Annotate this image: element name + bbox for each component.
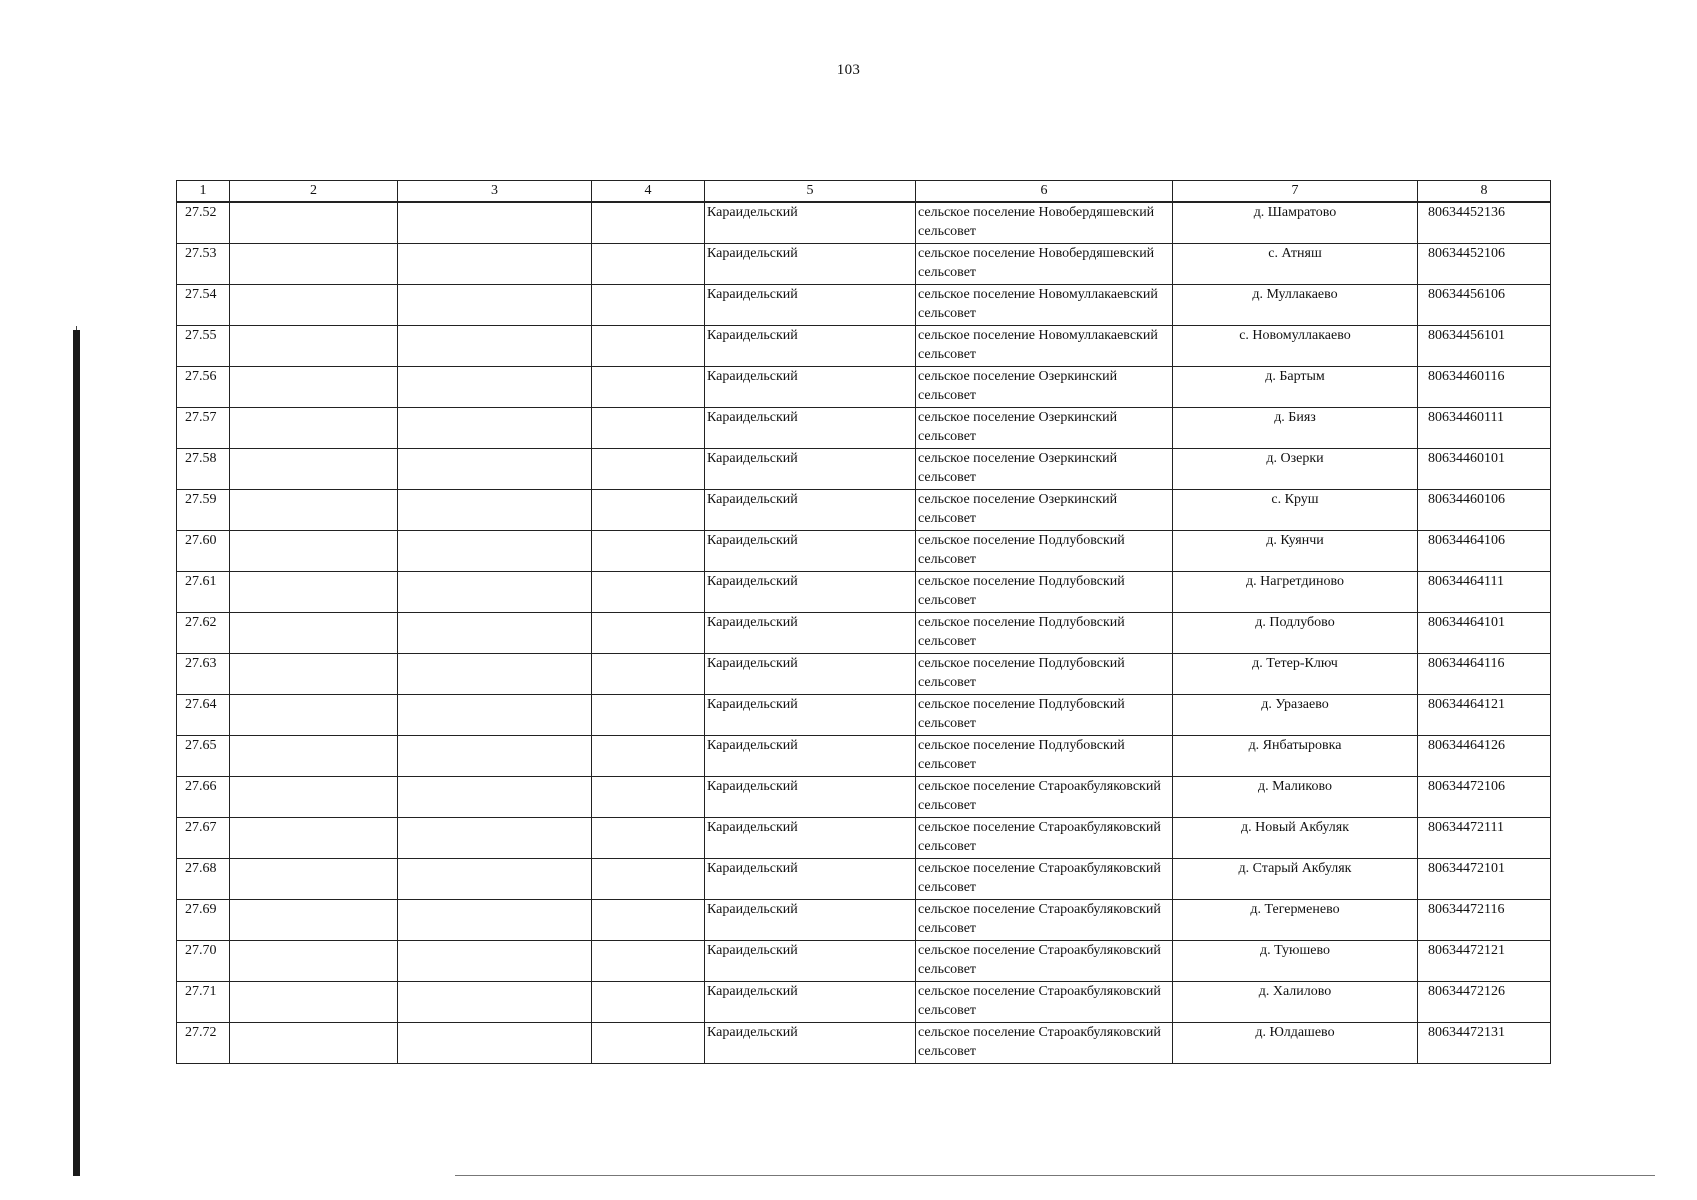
oktmo-code-cell: 80634472111 (1418, 818, 1551, 859)
table-row (177, 367, 1551, 408)
column-3-cell (398, 982, 592, 1023)
column-4-cell (592, 244, 705, 285)
district-cell: Караидельский (705, 654, 916, 695)
column-2-cell (230, 244, 398, 285)
oktmo-code-cell: 80634456101 (1418, 326, 1551, 367)
district-cell: Караидельский (705, 408, 916, 449)
table-row (177, 695, 1551, 736)
oktmo-code-cell: 80634452106 (1418, 244, 1551, 285)
district-cell: Караидельский (705, 818, 916, 859)
table-row (177, 449, 1551, 490)
district-cell: Караидельский (705, 900, 916, 941)
column-4-cell (592, 449, 705, 490)
column-2-cell (230, 695, 398, 736)
oktmo-code-cell: 80634456106 (1418, 285, 1551, 326)
column-header-3: 3 (398, 181, 592, 203)
row-number-cell: 27.63 (177, 654, 230, 695)
settlement-cell: сельское поселение Староакбуляковский сельсовет (916, 1023, 1173, 1064)
column-3-cell (398, 859, 592, 900)
column-2-cell (230, 736, 398, 777)
locality-cell: д. Уразаево (1173, 695, 1418, 736)
registry-table-body (177, 202, 1551, 1064)
locality-cell: д. Халилово (1173, 982, 1418, 1023)
oktmo-code-cell: 80634464106 (1418, 531, 1551, 572)
settlement-cell: сельское поселение Староакбуляковский сельсовет (916, 941, 1173, 982)
row-number-cell: 27.69 (177, 900, 230, 941)
scan-bottom-rule (455, 1175, 1655, 1176)
oktmo-code-cell: 80634464126 (1418, 736, 1551, 777)
settlement-cell: сельское поселение Подлубовский сельсовет (916, 695, 1173, 736)
settlement-cell: сельское поселение Подлубовский сельсовет (916, 572, 1173, 613)
column-4-cell (592, 490, 705, 531)
table-row (177, 859, 1551, 900)
column-header-4: 4 (592, 181, 705, 203)
district-cell: Караидельский (705, 367, 916, 408)
column-header-8: 8 (1418, 181, 1551, 203)
district-cell: Караидельский (705, 572, 916, 613)
row-number-cell: 27.71 (177, 982, 230, 1023)
locality-cell: д. Старый Акбуляк (1173, 859, 1418, 900)
column-4-cell (592, 859, 705, 900)
district-cell: Караидельский (705, 326, 916, 367)
settlement-cell: сельское поселение Новомуллакаевский сельсовет (916, 326, 1173, 367)
table-row (177, 490, 1551, 531)
locality-cell: д. Юлдашево (1173, 1023, 1418, 1064)
column-3-cell (398, 695, 592, 736)
column-4-cell (592, 982, 705, 1023)
table-row (177, 202, 1551, 244)
locality-cell: д. Туюшево (1173, 941, 1418, 982)
table-row (177, 982, 1551, 1023)
settlement-cell: сельское поселение Новобердяшевский сельсовет (916, 244, 1173, 285)
column-3-cell (398, 326, 592, 367)
column-4-cell (592, 777, 705, 818)
district-cell: Караидельский (705, 982, 916, 1023)
row-number-cell: 27.67 (177, 818, 230, 859)
column-4-cell (592, 818, 705, 859)
column-2-cell (230, 531, 398, 572)
row-number-cell: 27.54 (177, 285, 230, 326)
oktmo-code-cell: 80634460116 (1418, 367, 1551, 408)
oktmo-code-cell: 80634464101 (1418, 613, 1551, 654)
column-4-cell (592, 613, 705, 654)
district-cell: Караидельский (705, 695, 916, 736)
district-cell: Караидельский (705, 202, 916, 244)
table-row (177, 326, 1551, 367)
district-cell: Караидельский (705, 613, 916, 654)
table-row (177, 736, 1551, 777)
column-3-cell (398, 613, 592, 654)
locality-cell: д. Куянчи (1173, 531, 1418, 572)
row-number-cell: 27.59 (177, 490, 230, 531)
column-3-cell (398, 1023, 592, 1064)
column-2-cell (230, 859, 398, 900)
registry-table (176, 180, 1551, 1064)
oktmo-code-cell: 80634472101 (1418, 859, 1551, 900)
column-2-cell (230, 941, 398, 982)
table-row (177, 531, 1551, 572)
oktmo-code-cell: 80634472116 (1418, 900, 1551, 941)
row-number-cell: 27.52 (177, 202, 230, 244)
locality-cell: д. Янбатыровка (1173, 736, 1418, 777)
column-4-cell (592, 367, 705, 408)
column-2-cell (230, 900, 398, 941)
row-number-cell: 27.60 (177, 531, 230, 572)
table-row (177, 654, 1551, 695)
row-number-cell: 27.64 (177, 695, 230, 736)
settlement-cell: сельское поселение Новомуллакаевский сельсовет (916, 285, 1173, 326)
district-cell: Караидельский (705, 859, 916, 900)
row-number-cell: 27.66 (177, 777, 230, 818)
settlement-cell: сельское поселение Подлубовский сельсовет (916, 531, 1173, 572)
column-2-cell (230, 490, 398, 531)
row-number-cell: 27.56 (177, 367, 230, 408)
district-cell: Караидельский (705, 1023, 916, 1064)
locality-cell: д. Тегерменево (1173, 900, 1418, 941)
locality-cell: д. Тетер-Ключ (1173, 654, 1418, 695)
oktmo-code-cell: 80634460106 (1418, 490, 1551, 531)
column-4-cell (592, 285, 705, 326)
settlement-cell: сельское поселение Староакбуляковский сельсовет (916, 859, 1173, 900)
settlement-cell: сельское поселение Староакбуляковский сельсовет (916, 818, 1173, 859)
table-row (177, 613, 1551, 654)
oktmo-code-cell: 80634452136 (1418, 202, 1551, 244)
table-row (177, 408, 1551, 449)
oktmo-code-cell: 80634464111 (1418, 572, 1551, 613)
column-4-cell (592, 654, 705, 695)
column-4-cell (592, 572, 705, 613)
column-4-cell (592, 326, 705, 367)
column-3-cell (398, 531, 592, 572)
row-number-cell: 27.65 (177, 736, 230, 777)
column-2-cell (230, 367, 398, 408)
settlement-cell: сельское поселение Староакбуляковский сельсовет (916, 777, 1173, 818)
settlement-cell: сельское поселение Новобердяшевский сельсовет (916, 202, 1173, 244)
column-4-cell (592, 531, 705, 572)
locality-cell: с. Круш (1173, 490, 1418, 531)
district-cell: Караидельский (705, 777, 916, 818)
column-3-cell (398, 777, 592, 818)
column-3-cell (398, 202, 592, 244)
row-number-cell: 27.62 (177, 613, 230, 654)
row-number-cell: 27.68 (177, 859, 230, 900)
settlement-cell: сельское поселение Подлубовский сельсовет (916, 613, 1173, 654)
settlement-cell: сельское поселение Староакбуляковский сельсовет (916, 900, 1173, 941)
oktmo-code-cell: 80634472106 (1418, 777, 1551, 818)
column-header-6: 6 (916, 181, 1173, 203)
district-cell: Караидельский (705, 285, 916, 326)
column-3-cell (398, 244, 592, 285)
settlement-cell: сельское поселение Староакбуляковский сельсовет (916, 982, 1173, 1023)
column-2-cell (230, 408, 398, 449)
table-row (177, 1023, 1551, 1064)
column-4-cell (592, 695, 705, 736)
column-2-cell (230, 326, 398, 367)
column-2-cell (230, 449, 398, 490)
table-row (177, 818, 1551, 859)
oktmo-code-cell: 80634472126 (1418, 982, 1551, 1023)
column-3-cell (398, 736, 592, 777)
row-number-cell: 27.61 (177, 572, 230, 613)
column-2-cell (230, 982, 398, 1023)
row-number-cell: 27.70 (177, 941, 230, 982)
settlement-cell: сельское поселение Озеркинский сельсовет (916, 408, 1173, 449)
scan-binding-edge (73, 330, 80, 1176)
table-row (177, 572, 1551, 613)
column-2-cell (230, 654, 398, 695)
district-cell: Караидельский (705, 941, 916, 982)
district-cell: Караидельский (705, 449, 916, 490)
page-number: 103 (836, 62, 861, 78)
settlement-cell: сельское поселение Озеркинский сельсовет (916, 367, 1173, 408)
locality-cell: д. Бияз (1173, 408, 1418, 449)
district-cell: Караидельский (705, 244, 916, 285)
settlement-cell: сельское поселение Озеркинский сельсовет (916, 490, 1173, 531)
oktmo-code-cell: 80634472131 (1418, 1023, 1551, 1064)
settlement-cell: сельское поселение Подлубовский сельсовет (916, 654, 1173, 695)
row-number-cell: 27.72 (177, 1023, 230, 1064)
table-row (177, 900, 1551, 941)
oktmo-code-cell: 80634464121 (1418, 695, 1551, 736)
column-number-header-row (177, 181, 1551, 203)
table-row (177, 941, 1551, 982)
column-header-1: 1 (177, 181, 230, 203)
column-4-cell (592, 1023, 705, 1064)
locality-cell: д. Муллакаево (1173, 285, 1418, 326)
column-4-cell (592, 202, 705, 244)
column-3-cell (398, 449, 592, 490)
district-cell: Караидельский (705, 531, 916, 572)
locality-cell: д. Нагретдиново (1173, 572, 1418, 613)
column-2-cell (230, 777, 398, 818)
row-number-cell: 27.57 (177, 408, 230, 449)
column-2-cell (230, 818, 398, 859)
column-3-cell (398, 572, 592, 613)
column-3-cell (398, 818, 592, 859)
locality-cell: д. Маликово (1173, 777, 1418, 818)
oktmo-code-cell: 80634460111 (1418, 408, 1551, 449)
oktmo-code-cell: 80634460101 (1418, 449, 1551, 490)
column-header-7: 7 (1173, 181, 1418, 203)
district-cell: Караидельский (705, 490, 916, 531)
column-3-cell (398, 367, 592, 408)
row-number-cell: 27.58 (177, 449, 230, 490)
column-3-cell (398, 941, 592, 982)
table-row (177, 777, 1551, 818)
column-2-cell (230, 202, 398, 244)
locality-cell: д. Новый Акбуляк (1173, 818, 1418, 859)
row-number-cell: 27.53 (177, 244, 230, 285)
locality-cell: д. Подлубово (1173, 613, 1418, 654)
oktmo-code-cell: 80634472121 (1418, 941, 1551, 982)
column-2-cell (230, 285, 398, 326)
column-4-cell (592, 900, 705, 941)
settlement-cell: сельское поселение Озеркинский сельсовет (916, 449, 1173, 490)
locality-cell: д. Бартым (1173, 367, 1418, 408)
column-3-cell (398, 490, 592, 531)
column-3-cell (398, 900, 592, 941)
column-3-cell (398, 654, 592, 695)
column-header-5: 5 (705, 181, 916, 203)
column-2-cell (230, 613, 398, 654)
column-4-cell (592, 736, 705, 777)
locality-cell: д. Шамратово (1173, 202, 1418, 244)
locality-cell: с. Новомуллакаево (1173, 326, 1418, 367)
column-2-cell (230, 1023, 398, 1064)
locality-cell: с. Атняш (1173, 244, 1418, 285)
column-2-cell (230, 572, 398, 613)
row-number-cell: 27.55 (177, 326, 230, 367)
oktmo-code-cell: 80634464116 (1418, 654, 1551, 695)
column-4-cell (592, 941, 705, 982)
column-4-cell (592, 408, 705, 449)
table-row (177, 244, 1551, 285)
column-header-2: 2 (230, 181, 398, 203)
column-3-cell (398, 408, 592, 449)
column-3-cell (398, 285, 592, 326)
locality-cell: д. Озерки (1173, 449, 1418, 490)
district-cell: Караидельский (705, 736, 916, 777)
table-row (177, 285, 1551, 326)
settlement-cell: сельское поселение Подлубовский сельсовет (916, 736, 1173, 777)
